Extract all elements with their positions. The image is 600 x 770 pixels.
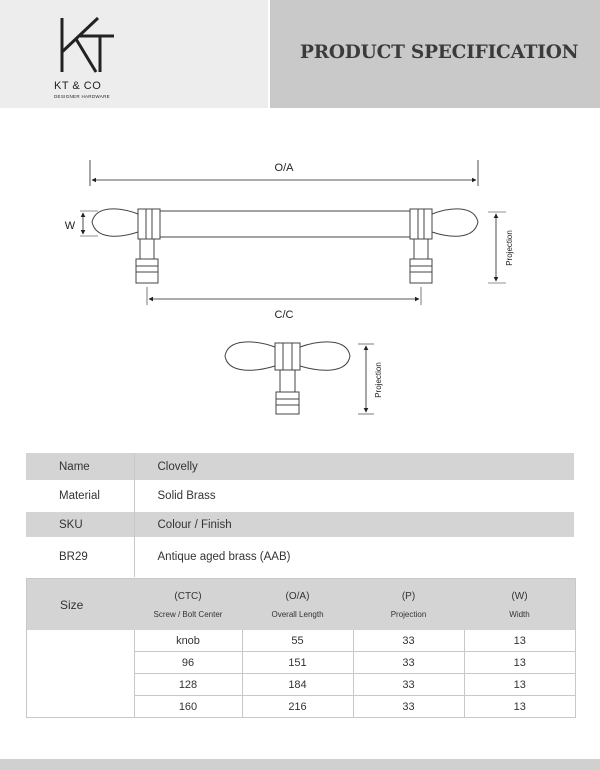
handle-front-view: [92, 209, 478, 283]
col-oa-header: [242, 579, 353, 630]
cell-oa: 151: [242, 652, 353, 674]
table-row: [27, 696, 575, 718]
brand-tagline: DESIGNER HARDWARE: [54, 94, 110, 99]
cell-w: 13: [464, 652, 575, 674]
cell-w: 13: [464, 630, 575, 652]
center-dimension: [147, 287, 421, 321]
cell-ctc: knob: [134, 630, 242, 652]
width-label: W: [64, 220, 76, 232]
col-p-code: (P): [401, 590, 416, 602]
size-spacer: [27, 630, 134, 652]
table-row: [27, 652, 575, 674]
table-row: [27, 630, 575, 652]
brand-name: KT & CO: [54, 80, 102, 92]
name-value: Clovelly: [134, 453, 574, 480]
cell-ctc: 128: [134, 674, 242, 696]
cell-w: 13: [464, 696, 575, 718]
spec-row-name: [26, 453, 574, 480]
kt-logo-icon: [56, 14, 118, 76]
col-oa-desc: Overall Length: [271, 609, 324, 619]
page-title: PRODUCT SPECIFICATION: [300, 42, 579, 63]
size-label: Size: [27, 579, 134, 630]
knob-view: [225, 342, 350, 414]
handle-drawing: [0, 108, 600, 438]
table-row: [27, 674, 575, 696]
code-label: BR29: [26, 537, 134, 577]
size-header-row: [27, 579, 575, 630]
code-value: Antique aged brass (AAB): [134, 537, 574, 577]
material-label: Material: [26, 480, 134, 512]
cell-p: 33: [353, 674, 464, 696]
col-ctc-desc: Screw / Bolt Center: [153, 609, 223, 619]
handle-projection-dimension: [488, 212, 514, 283]
cell-oa: 216: [242, 696, 353, 718]
cell-w: 13: [464, 674, 575, 696]
cell-oa: 184: [242, 674, 353, 696]
cell-ctc: 160: [134, 696, 242, 718]
cell-p: 33: [353, 630, 464, 652]
center-label: C/C: [274, 309, 294, 321]
cell-oa: 55: [242, 630, 353, 652]
overall-length-label: O/A: [274, 162, 294, 174]
header-logo-panel: [0, 0, 268, 108]
spec-row-sku: [26, 512, 574, 537]
spec-table: [26, 453, 574, 577]
sku-value: Colour / Finish: [134, 512, 574, 537]
col-w-header: [464, 579, 575, 630]
cell-p: 33: [353, 696, 464, 718]
col-p-header: [353, 579, 464, 630]
col-w-desc: Width: [509, 609, 530, 619]
handle-projection-label: Projection: [505, 230, 514, 266]
col-w-code: (W): [511, 590, 528, 602]
knob-projection-label: Projection: [374, 362, 383, 398]
size-table-wrap: [26, 578, 576, 718]
size-table: [27, 579, 575, 717]
col-ctc-header: [134, 579, 242, 630]
size-spacer: [27, 652, 134, 674]
material-value: Solid Brass: [134, 480, 574, 512]
col-ctc-code: (CTC): [174, 590, 202, 602]
knob-projection-dimension: [358, 344, 383, 414]
overall-length-dimension: [90, 160, 478, 186]
name-label: Name: [26, 453, 134, 480]
sku-label: SKU: [26, 512, 134, 537]
cell-p: 33: [353, 652, 464, 674]
spec-row-code: [26, 537, 574, 577]
cell-ctc: 96: [134, 652, 242, 674]
size-spacer: [27, 674, 134, 696]
size-spacer: [27, 696, 134, 718]
footer-band: [0, 759, 600, 770]
spec-row-material: [26, 480, 574, 512]
col-p-desc: Projection: [390, 609, 427, 619]
col-oa-code: (O/A): [285, 590, 310, 602]
